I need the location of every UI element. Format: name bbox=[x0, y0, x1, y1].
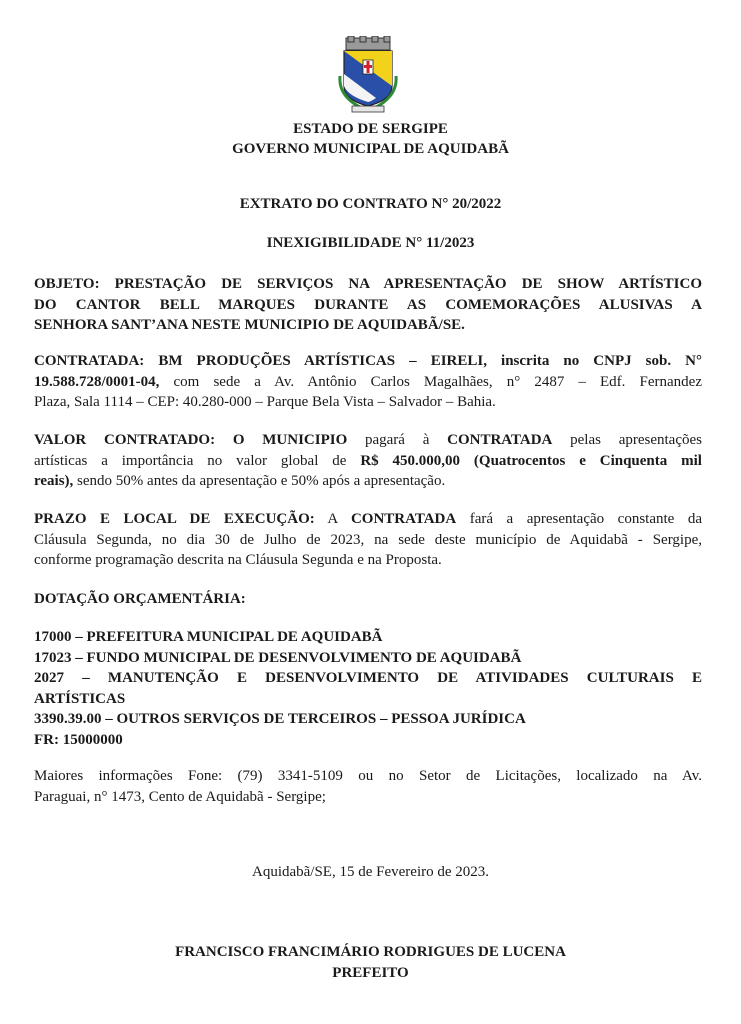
objeto-line: OBJETO: PRESTAÇÃO DE SERVIÇOS NA APRESENTAÇÃO DE SHOW ARTÍSTICO bbox=[34, 276, 702, 292]
dotacao-item: 2027 – MANUTENÇÃO E DESENVOLVIMENTO DE ATIVIDADES CULTURAIS E bbox=[34, 670, 702, 686]
signature-role: PREFEITO bbox=[332, 965, 409, 981]
contratada-text: com sede a Av. Antônio Carlos Magalhães, n° 2487 – Edf. Fernandez bbox=[159, 373, 702, 390]
contratada-cnpj: 19.588.728/0001-04, bbox=[34, 373, 160, 390]
prazo-paragraph bbox=[34, 509, 702, 571]
objeto-line: DO CANTOR BELL MARQUES DURANTE AS COMEMORAÇÕES ALUSIVAS A bbox=[34, 296, 702, 313]
municipal-coat-of-arms-icon bbox=[336, 36, 400, 116]
dotacao-item: 17023 – FUNDO MUNICIPAL DE DESENVOLVIMENTO DE AQUIDABÃ bbox=[34, 649, 522, 666]
document-title: EXTRATO DO CONTRATO N° 20/2022 bbox=[239, 196, 502, 212]
dotacao-list bbox=[34, 627, 702, 750]
dotacao-heading: DOTAÇÃO ORÇAMENTÁRIA: bbox=[34, 591, 246, 607]
dotacao-item: ARTÍSTICAS bbox=[34, 690, 126, 707]
prazo-text: fará a apresentação constante da bbox=[456, 511, 702, 527]
valor-amount: reais), bbox=[34, 473, 74, 489]
dotacao-item: FR: 15000000 bbox=[34, 731, 123, 748]
dotacao-item: 3390.39.00 – OUTROS SERVIÇOS DE TERCEIROS – PESSOA JURÍDICA bbox=[34, 711, 526, 727]
header-state: ESTADO DE SERGIPE bbox=[293, 121, 448, 137]
signature-name: FRANCISCO FRANCIMÁRIO RODRIGUES DE LUCENA bbox=[175, 944, 566, 960]
valor-contratada: CONTRATADA bbox=[447, 432, 553, 448]
valor-text: artísticas a importância no valor global de bbox=[34, 452, 361, 469]
document-date: Aquidabã/SE, 15 de Fevereiro de 2023. bbox=[251, 864, 490, 880]
header-government: GOVERNO MUNICIPAL DE AQUIDABÃ bbox=[232, 141, 509, 157]
info-paragraph bbox=[34, 766, 702, 807]
contratada-text: Plaza, Sala 1114 – CEP: 40.280-000 – Parque Bela Vista – Salvador – Bahia. bbox=[34, 394, 496, 410]
valor-amount: R$ 450.000,00 (Quatrocentos e Cinquenta mil bbox=[360, 452, 702, 469]
info-line: Paraguai, n° 1473, Cento de Aquidabã - Sergipe; bbox=[34, 788, 326, 805]
objeto-line: SENHORA SANT’ANA NESTE MUNICIPIO DE AQUIDABÃ/SE. bbox=[34, 317, 465, 333]
contratada-label: CONTRATADA: BM PRODUÇÕES ARTÍSTICAS – EIRELI, inscrita no CNPJ sob. N° bbox=[34, 353, 702, 369]
prazo-contratada: CONTRATADA bbox=[350, 511, 457, 527]
contratada-paragraph bbox=[34, 351, 702, 413]
prazo-label: PRAZO E LOCAL DE EXECUÇÃO: bbox=[34, 511, 315, 527]
valor-paragraph bbox=[34, 430, 702, 492]
dotacao-item: 17000 – PREFEITURA MUNICIPAL DE AQUIDABÃ bbox=[34, 629, 383, 645]
prazo-line: conforme programação descrita na Cláusula Segunda e na Proposta. bbox=[34, 552, 442, 568]
prazo-text: A bbox=[314, 511, 351, 527]
valor-text: sendo 50% antes da apresentação e 50% após a apresentação. bbox=[73, 473, 446, 489]
valor-text: pelas apresentações bbox=[552, 432, 702, 448]
objeto-paragraph bbox=[34, 274, 702, 336]
info-line: Maiores informações Fone: (79) 3341-5109 ou no Setor de Licitações, localizado na Av. bbox=[34, 768, 702, 784]
valor-label: VALOR CONTRATADO: O MUNICIPIO bbox=[34, 432, 348, 448]
document-subtitle: INEXIGIBILIDADE N° 11/2023 bbox=[266, 235, 475, 251]
prazo-line: Cláusula Segunda, no dia 30 de Julho de 2023, na sede deste município de Aquidabã - Sergipe, bbox=[34, 531, 702, 548]
valor-text: pagará à bbox=[347, 432, 448, 448]
